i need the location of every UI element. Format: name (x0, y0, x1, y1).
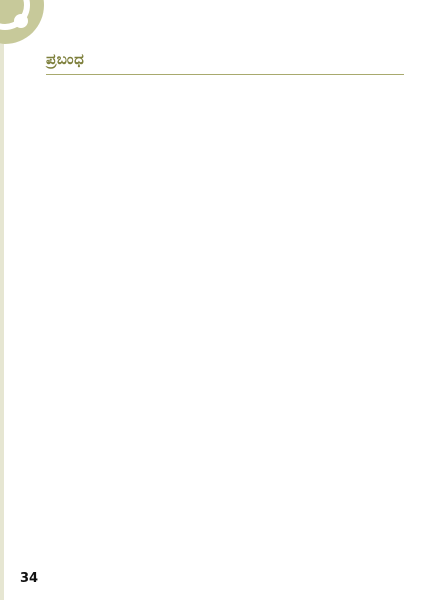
header-rule (46, 74, 404, 75)
corner-dot-decoration (14, 14, 28, 28)
section-title: ಪ್ರಬಂಧ (46, 50, 85, 68)
page-number: 34 (20, 571, 39, 586)
body-text (46, 86, 400, 550)
side-stripe-decoration (0, 44, 4, 600)
